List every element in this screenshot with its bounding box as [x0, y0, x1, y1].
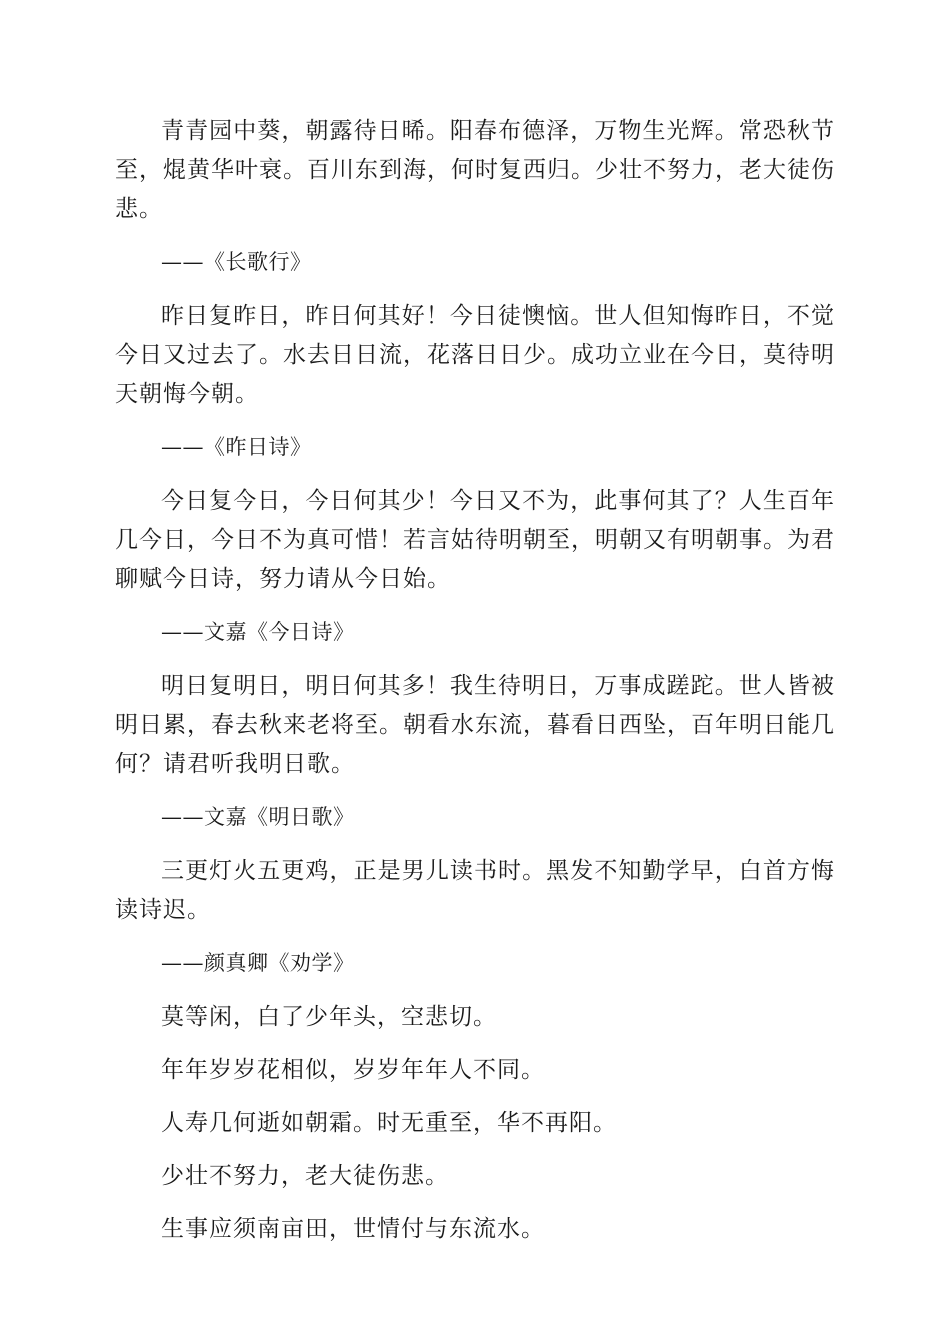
quote-line: 莫等闲，白了少年头，空悲切。: [161, 1004, 497, 1030]
quote-line: 少壮不努力，老大徒伤悲。: [161, 1163, 449, 1189]
poem-text: 青青园中葵，朝露待日晞。阳春布德泽，万物生光辉。常恐秋节至，焜黄华叶衰。百川东到海，何时复西归。少壮不努力，老大徒伤悲。: [115, 118, 835, 222]
document-page: [115, 112, 835, 1263]
poem-source: ——文嘉《明日歌》: [161, 805, 355, 829]
poem-text: 昨日复昨日，昨日何其好！今日徒懊恼。世人但知悔昨日，不觉今日又过去了。水去日日流，花落日日少。成功立业在今日，莫待明天朝悔今朝。: [115, 303, 835, 407]
quote-line: 年年岁岁花相似，岁岁年年人不同。: [161, 1057, 545, 1083]
poem-source: ——颜真卿《劝学》: [161, 951, 355, 975]
quote-line: 生事应须南亩田，世情付与东流水。: [161, 1216, 545, 1242]
poem-source: ——文嘉《今日诗》: [161, 620, 355, 644]
poem-text: 今日复今日，今日何其少！今日又不为，此事何其了？人生百年几今日，今日不为真可惜！若言姑待明朝至，明朝又有明朝事。为君聊赋今日诗，努力请从今日始。: [115, 488, 835, 592]
poem-source: ——《长歌行》: [161, 250, 312, 274]
poem-text: 三更灯火五更鸡，正是男儿读书时。黑发不知勤学早，白首方悔读诗迟。: [115, 858, 835, 923]
poem-text: 明日复明日，明日何其多！我生待明日，万事成蹉跎。世人皆被明日累，春去秋来老将至。朝看水东流，暮看日西坠，百年明日能几何？请君听我明日歌。: [115, 673, 835, 777]
poem-source: ——《昨日诗》: [161, 435, 312, 459]
quote-line: 人寿几何逝如朝霜。时无重至，华不再阳。: [161, 1110, 617, 1136]
